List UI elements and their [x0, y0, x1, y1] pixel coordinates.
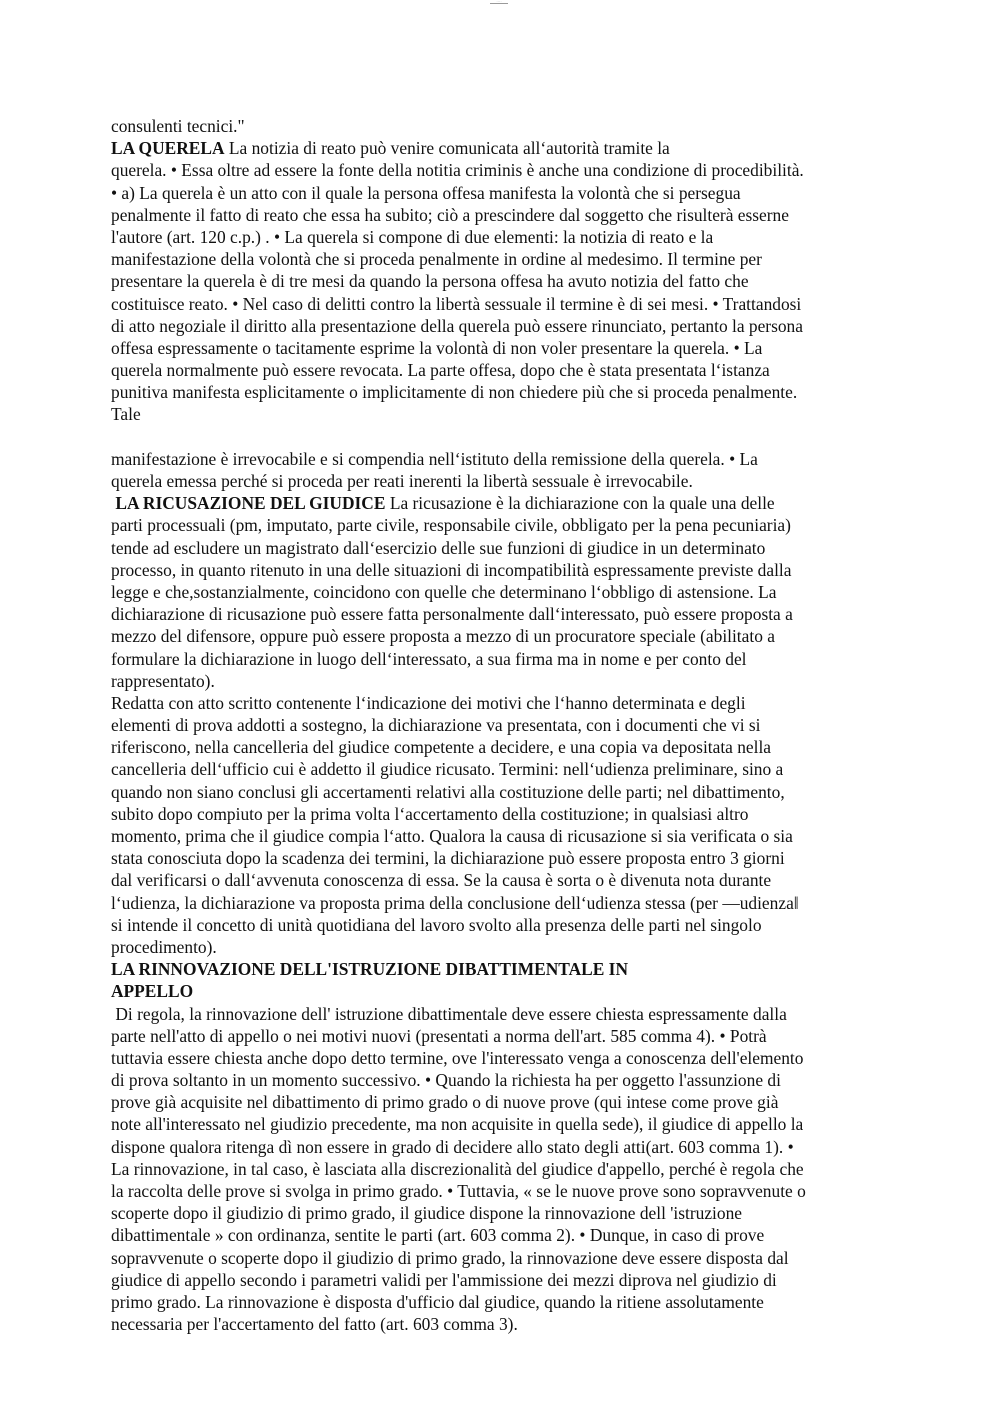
body-text: querela normalmente può essere revocata. La parte offesa, dopo che è stata presentata l‘istanza: [111, 360, 770, 381]
text-line: [111, 559, 901, 581]
text-line: [111, 514, 901, 536]
body-text: dichiarazione di ricusazione può essere fatta personalmente dall‘interessato, può essere proposta a: [111, 604, 793, 625]
body-text: procedimento).: [111, 936, 217, 957]
text-line: [111, 892, 901, 914]
body-text: primo grado. La rinnovazione è disposta d'ufficio dal giudice, quando la ritiene assolutamente: [111, 1291, 764, 1312]
body-text: si intende il concetto di unità quotidiana del lavoro svolto alla presenza delle parti nel singolo: [111, 914, 762, 935]
text-line: [111, 581, 901, 603]
text-line: [111, 603, 901, 625]
body-text: cancelleria dell‘ufficio cui è addetto il giudice ricusato. Termini: nell‘udienza preliminare, sino a: [111, 759, 784, 780]
body-text: di atto negoziale il diritto alla presentazione della querela può essere rinunciato, pertanto la persona: [111, 315, 803, 336]
text-line: [111, 403, 901, 425]
text-line: [111, 1069, 901, 1091]
body-text: scoperte dopo il giudizio di primo grado, il giudice dispone la rinnovazione dell 'istruzione: [111, 1203, 742, 1224]
body-text: Tale: [111, 404, 141, 425]
body-text: tende ad escludere un magistrato dall‘esercizio delle sue funzioni di giudice in un determinato: [111, 537, 766, 558]
body-text: note all'interessato nel giudizio precedente, ma non acquisite in quella sede), il giudice di appello la: [111, 1114, 804, 1135]
body-text: tuttavia essere chiesta anche dopo detto termine, ove l'interessato venga a conoscenza dell'elemento: [111, 1047, 804, 1068]
text-line: [111, 337, 901, 359]
body-text: presentare la querela è di tre mesi da quando la persona offesa ha avuto notizia del fatto che: [111, 271, 749, 292]
section-heading: LA RINNOVAZIONE DELL'ISTRUZIONE DIBATTIMENTALE IN: [111, 959, 629, 980]
text-line: [111, 692, 901, 714]
body-text: manifestazione della volontà che si proceda penalmente in ordine al medesimo. Il termine per: [111, 249, 762, 270]
body-text: parte nell'atto di appello o nei motivi nuovi (presentati a norma dell'art. 585 comma 4). • Potrà: [111, 1025, 767, 1046]
text-line: [111, 137, 901, 159]
text-line: [111, 359, 901, 381]
body-text: la raccolta delle prove si svolga in primo grado. • Tuttavia, « se le nuove prove sono sopravvenute o: [111, 1181, 806, 1201]
paragraph-gap: [111, 426, 901, 448]
text-line: [111, 182, 901, 204]
text-line: [111, 714, 901, 736]
text-line: [111, 648, 901, 670]
text-line: [111, 1180, 901, 1202]
body-text: punitiva manifesta esplicitamente o implicitamente di non chiedere più che si proceda penalmente.: [111, 382, 798, 403]
text-line: [111, 803, 901, 825]
text-line: [111, 470, 901, 492]
text-line: [111, 270, 901, 292]
text-block: [111, 448, 901, 1336]
body-text: Di regola, la rinnovazione dell' istruzione dibattimentale deve essere chiesta espressamente dalla: [111, 1003, 787, 1024]
text-line: [111, 159, 901, 181]
text-line: [111, 936, 901, 958]
section-heading: LA QUERELA: [111, 138, 225, 159]
body-text: dibattimentale » con ordinanza, sentite le parti (art. 603 comma 2). • Dunque, in caso di prove: [111, 1225, 765, 1246]
text-line: [111, 1113, 901, 1135]
text-line: [111, 1313, 901, 1335]
text-line: [111, 204, 901, 226]
section-heading: LA RICUSAZIONE DEL GIUDICE: [111, 493, 386, 514]
body-text: stata conosciuta dopo la scadenza dei termini, la dichiarazione può essere proposta entro 3 giorni: [111, 848, 785, 869]
body-text: elementi di prova addotti a sostegno, la dichiarazione va presentata, con i documenti che vi si: [111, 715, 761, 736]
document-body: [111, 115, 901, 1335]
body-text: legge e che,sostanzialmente, coincidono con quelle che determinano l‘obbligo di astensione. La: [111, 581, 777, 602]
body-text: riferiscono, nella cancelleria del giudice competente a decidere, e una copia va depositata nella: [111, 737, 772, 758]
text-line: [111, 1291, 901, 1313]
text-line: [111, 1269, 901, 1291]
body-text: di prova soltanto in un momento successivo. • Quando la richiesta ha per oggetto l'assunzione di: [111, 1070, 781, 1091]
text-line: [111, 758, 901, 780]
body-text: formulare la dichiarazione in luogo dell‘interessato, a sua firma ma in nome e per conto del: [111, 648, 747, 669]
text-line: [111, 1003, 901, 1025]
text-line: [111, 958, 901, 980]
body-text: dispone qualora ritenga dì non essere in grado di decidere allo stato degli atti(art. 603 comma 1). •: [111, 1136, 794, 1157]
body-text: • a) La querela è un atto con il quale la persona offesa manifesta la volontà che si persegua: [111, 182, 741, 203]
text-line: [111, 1091, 901, 1113]
text-line: [111, 1136, 901, 1158]
section-heading: APPELLO: [111, 981, 194, 1002]
text-line: [111, 1025, 901, 1047]
text-line: [111, 1224, 901, 1246]
text-line: [111, 625, 901, 647]
text-line: [111, 914, 901, 936]
text-line: [111, 847, 901, 869]
body-text: consulenti tecnici.": [111, 116, 245, 136]
text-line: [111, 980, 901, 1002]
text-line: [111, 537, 901, 559]
text-line: [111, 869, 901, 891]
body-text: penalmente il fatto di reato che essa ha subito; ciò a prescindere dal soggetto che risulterà esserne: [111, 204, 789, 225]
text-line: [111, 1047, 901, 1069]
body-text: dal verificarsi o dall‘avvenuta conoscenza di essa. Se la causa è sorta o è divenuta nota durante: [111, 870, 772, 891]
text-line: [111, 825, 901, 847]
body-text: giudice di appello secondo i parametri validi per l'ammissione dei mezzi diprova nel giudizio di: [111, 1269, 777, 1290]
body-text: momento, prima che il giudice compia l‘atto. Qualora la causa di ricusazione si sia verificata o sia: [111, 826, 793, 846]
text-line: [111, 670, 901, 692]
text-line: [111, 315, 901, 337]
body-text: querela. • Essa oltre ad essere la fonte della notitia criminis è anche una condizione di procedibilità.: [111, 160, 804, 181]
text-line: [111, 115, 901, 137]
body-text: offesa espressamente o tacitamente esprime la volontà di non voler presentare la querela. • La: [111, 337, 763, 358]
body-text: subito dopo compiuto per la prima volta l‘accertamento della costituzione; in qualsiasi altro: [111, 803, 749, 824]
text-line: [111, 1158, 901, 1180]
text-line: [111, 1247, 901, 1269]
body-text: La rinnovazione, in tal caso, è lasciata alla discrezionalità del giudice d'appello, perché è regola che: [111, 1158, 804, 1179]
body-text: prove già acquisite nel dibattimento di primo grado o di nuove prove (qui intese come prove già: [111, 1092, 779, 1113]
body-text: parti processuali (pm, imputato, parte civile, responsabile civile, obbligato per la pena pecuniaria): [111, 515, 791, 536]
text-line: [111, 381, 901, 403]
body-text: Redatta con atto scritto contenente l‘indicazione dei motivi che l‘hanno determinata e degli: [111, 692, 746, 713]
page-header-mark: ····: [490, 0, 508, 4]
text-line: [111, 226, 901, 248]
text-line: [111, 736, 901, 758]
text-line: [111, 781, 901, 803]
body-text: sopravvenute o scoperte dopo il giudizio di primo grado, la rinnovazione deve essere disposta dal: [111, 1247, 789, 1268]
body-text: mezzo del difensore, oppure può essere proposta a mezzo di un procuratore speciale (abilitato a: [111, 626, 775, 647]
body-text: costituisce reato. • Nel caso di delitti contro la libertà sessuale il termine è di sei mesi. • Trattandosi: [111, 293, 802, 314]
text-line: [111, 492, 901, 514]
body-text: La ricusazione è la dichiarazione con la quale una delle: [385, 493, 775, 514]
body-text: processo, in quanto ritenuto in una delle situazioni di incompatibilità espressamente previste dalla: [111, 559, 792, 580]
body-text: querela emessa perché si proceda per reati inerenti la libertà sessuale è irrevocabile.: [111, 471, 693, 491]
body-text: l‘udienza, la dichiarazione va proposta prima della conclusione dell‘udienza stessa (per ―udienza‖: [111, 892, 799, 913]
text-line: [111, 248, 901, 270]
body-text: rappresentato).: [111, 670, 215, 691]
body-text: quando non siano conclusi gli accertamenti relativi alla costituzione delle parti; nel dibattimento,: [111, 781, 785, 802]
body-text: necessaria per l'accertamento del fatto (art. 603 comma 3).: [111, 1314, 518, 1335]
body-text: La notizia di reato può venire comunicata all‘autorità tramite la: [224, 138, 670, 159]
body-text: l'autore (art. 120 c.p.) . • La querela si compone di due elementi: la notizia di reato e la: [111, 226, 714, 247]
text-block: [111, 115, 901, 426]
body-text: manifestazione è irrevocabile e si compendia nell‘istituto della remissione della querela. • La: [111, 448, 758, 469]
text-line: [111, 1202, 901, 1224]
text-line: [111, 448, 901, 470]
text-line: [111, 293, 901, 315]
